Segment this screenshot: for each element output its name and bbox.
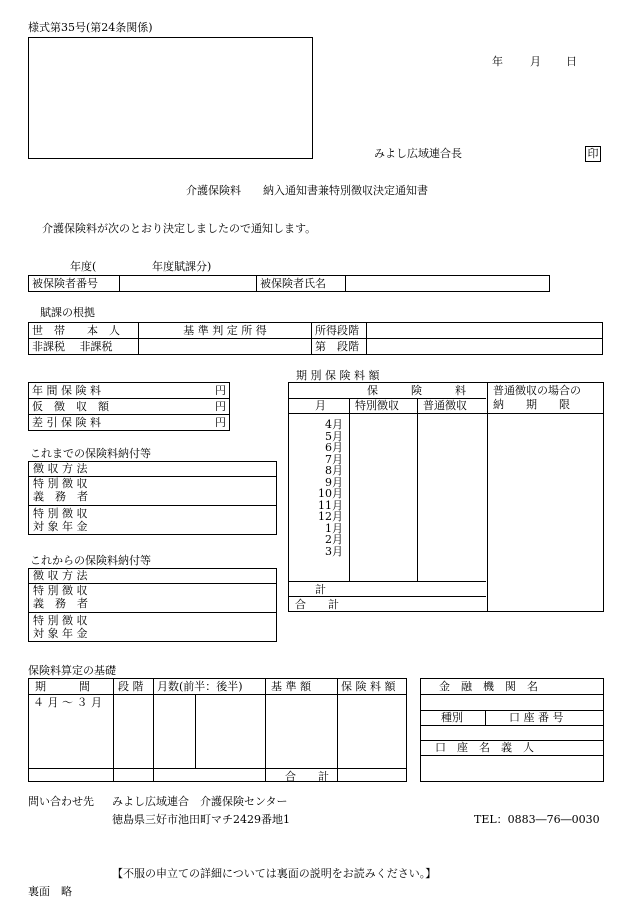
- insured-number-label: 被保険者番号: [29, 276, 120, 292]
- divider: [421, 694, 603, 695]
- address-box: [28, 37, 313, 159]
- subtotal-label: 計: [315, 583, 326, 596]
- paid-obligor-a: 特 別 徴 収: [33, 477, 88, 490]
- non-taxed-cell: [29, 339, 139, 355]
- document-title: 介護保険料 納入通知書兼特別徴収決定通知書: [186, 184, 428, 197]
- annual-premium-label: 年 間 保 険 料: [32, 383, 101, 397]
- date-day: 日: [566, 55, 577, 68]
- due-date-header: 納 期 限: [493, 398, 570, 411]
- standard-income-value: [139, 339, 312, 355]
- balance-row: [29, 415, 230, 431]
- month-label: 2月: [325, 533, 343, 546]
- contact-label: 問い合わせ先: [28, 795, 94, 808]
- level-header: 段 階: [118, 680, 144, 693]
- periodic-table: [288, 382, 604, 612]
- premium-summary-table: [28, 382, 230, 431]
- annual-premium-row: [29, 383, 230, 399]
- yen-unit: 円: [215, 415, 226, 429]
- month-label: 12月: [318, 510, 343, 523]
- ordinary-header: 普通徴収: [423, 399, 467, 412]
- contact-address: 徳島県三好市池田町マチ2429番地1: [112, 813, 290, 826]
- basis-table: [28, 322, 603, 355]
- standard-header: 基 準 額: [271, 680, 311, 693]
- future-method-label: 徴 収 方 法: [33, 569, 88, 582]
- divider: [29, 768, 406, 769]
- calc-total-label: 合 計: [285, 770, 329, 783]
- issuer-name: みよし広域連合長: [374, 147, 462, 160]
- divider: [485, 710, 486, 725]
- insured-name-label: 被保険者氏名: [257, 276, 346, 292]
- pay-from-now-box: [28, 568, 277, 642]
- account-holder-header: 口 座 名 義 人: [435, 741, 534, 754]
- divider: [421, 725, 603, 726]
- future-obligor-a: 特 別 徴 収: [33, 584, 88, 597]
- divider: [417, 399, 418, 581]
- divider: [29, 694, 406, 695]
- non-taxed-b: 非課税: [79, 339, 113, 353]
- household-label: 世 帯 本 人: [29, 323, 139, 339]
- month-label: 1月: [325, 521, 343, 535]
- future-pension-a: 特 別 徴 収: [33, 614, 88, 627]
- divider: [289, 413, 603, 414]
- month-label: 5月: [325, 429, 343, 443]
- date-month: 月: [530, 55, 541, 68]
- premium-amount-header: 保 険 料 額: [341, 680, 396, 693]
- paid-so-far-box: [28, 461, 277, 535]
- total-label: 合 計: [295, 598, 339, 611]
- month-header: 月: [315, 399, 326, 412]
- pay-from-now-title: これからの保険料納付等: [30, 554, 151, 567]
- month-label: 10月: [318, 487, 343, 500]
- provisional-row: [29, 399, 230, 415]
- yen-unit: 円: [215, 399, 226, 413]
- back-note: 裏面 略: [28, 885, 72, 898]
- paid-pension-b: 対 象 年 金: [33, 520, 88, 533]
- divider: [153, 679, 154, 781]
- divider: [29, 505, 276, 506]
- divider: [265, 679, 266, 781]
- period-header: 期 間: [35, 680, 90, 693]
- month-label: 3月: [325, 544, 343, 558]
- month-label: 6月: [325, 441, 343, 454]
- level-value: [367, 339, 603, 355]
- paid-pension-a: 特 別 徴 収: [33, 507, 88, 520]
- income-level-value: [367, 323, 603, 339]
- insured-table: [28, 275, 550, 292]
- standard-income-label: 基 準 判 定 所 得: [139, 323, 312, 339]
- divider: [195, 694, 196, 768]
- future-pension-label: [33, 614, 88, 640]
- divider: [421, 755, 603, 756]
- yen-unit: 円: [215, 383, 226, 397]
- seal-mark: 印: [585, 146, 601, 162]
- months-header: 月数(前半：後半): [157, 680, 243, 693]
- month-label: 9月: [325, 475, 343, 489]
- future-obligor-label: [33, 584, 88, 610]
- paid-obligor-b: 義 務 者: [33, 490, 88, 503]
- divider: [349, 399, 350, 581]
- premium-header: 保 険 料: [367, 384, 466, 397]
- periodic-title: 期 別 保 険 料 額: [296, 369, 380, 382]
- divider: [289, 596, 486, 597]
- account-type-header: 種別: [441, 711, 463, 724]
- bank-table: [420, 678, 604, 782]
- paid-pension-label: [33, 507, 88, 533]
- period-value: ４ 月 〜 ３ 月: [33, 696, 102, 709]
- paid-method-row: [29, 462, 276, 477]
- fiscal-year-label: 年度(: [70, 260, 97, 273]
- paid-so-far-title: これまでの保険料納付等: [30, 447, 151, 460]
- basis-title: 賦課の根拠: [40, 306, 95, 319]
- month-label: 4月: [325, 418, 343, 431]
- fiscal-year-assessed: 年度賦課分): [152, 260, 212, 273]
- month-list: [289, 419, 349, 557]
- future-pension-b: 対 象 年 金: [33, 627, 88, 640]
- divider: [337, 679, 338, 781]
- divider: [289, 581, 486, 582]
- special-header: 特別徴収: [355, 399, 399, 412]
- level-label: 第 段階: [312, 339, 367, 355]
- balance-label: 差 引 保 険 料: [32, 415, 101, 429]
- intro-text: 介護保険料が次のとおり決定しましたので通知します。: [42, 222, 317, 235]
- future-obligor-b: 義 務 者: [33, 597, 88, 610]
- contact-tel: TEL：0883―76―0030: [474, 813, 600, 826]
- future-method-row: [29, 569, 276, 584]
- month-label: 8月: [325, 464, 343, 477]
- bank-name-header: 金 融 機 関 名: [439, 680, 538, 693]
- month-label: 7月: [325, 452, 343, 466]
- paid-method-label: 徴 収 方 法: [33, 462, 88, 475]
- ordinary-case-header: 普通徴収の場合の: [493, 384, 581, 397]
- date-year: 年: [492, 55, 503, 68]
- provisional-label: 仮 徴 収 額: [32, 399, 109, 413]
- calc-basis-table: [28, 678, 407, 782]
- account-number-header: 口 座 番 号: [509, 711, 564, 724]
- appeal-note: 【不服の申立ての詳細については裏面の説明をお読みください。】: [112, 867, 437, 880]
- non-taxed-a: 非課税: [32, 339, 65, 353]
- divider: [113, 679, 114, 781]
- paid-obligor-label: [33, 477, 88, 503]
- form-number: 様式第35号(第24条関係): [28, 21, 153, 34]
- divider: [29, 612, 276, 613]
- income-level-label: 所得段階: [312, 323, 367, 339]
- calc-basis-title: 保険料算定の基礎: [28, 664, 116, 677]
- contact-org: みよし広域連合 介護保険センター: [112, 795, 288, 808]
- insured-name-value: [346, 276, 550, 292]
- divider: [487, 383, 488, 611]
- month-label: 11月: [318, 498, 343, 512]
- insured-number-value: [120, 276, 257, 292]
